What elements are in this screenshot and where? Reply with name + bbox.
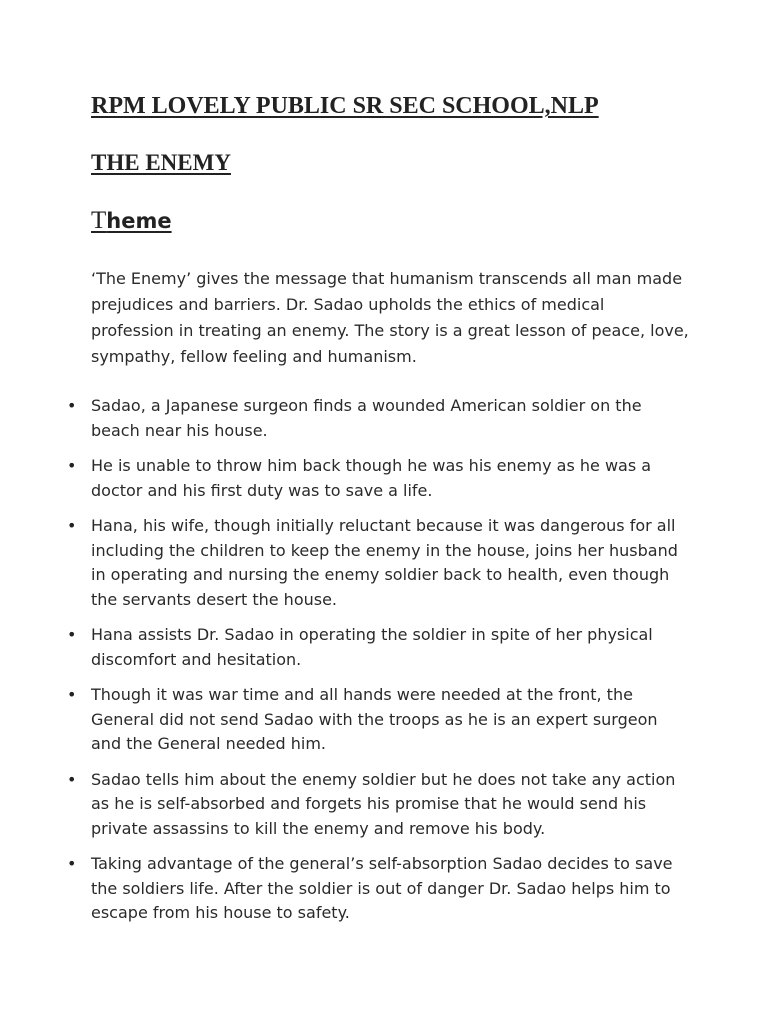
bullet-list (67, 394, 691, 937)
section-heading-rest: heme (106, 209, 172, 233)
bullet-text: Hana assists Dr. Sadao in operating the soldier in spite of her physical discomfort and hesitation. (91, 625, 653, 669)
intro-paragraph: ‘The Enemy’ gives the message that humanism transcends all man made prejudices and barriers. Dr. Sadao upholds the ethics of medical profession in treating an enemy. The story is a great lesson of peace, love, sympathy, fellow feeling and humanism. (91, 269, 689, 366)
section-heading-initial: T (91, 207, 107, 234)
bullet-item (67, 683, 691, 757)
bullet-item (67, 454, 691, 503)
bullet-item (67, 394, 691, 443)
bullet-item (67, 623, 691, 672)
bullet-icon: • (67, 854, 77, 873)
bullet-item (67, 514, 691, 612)
school-name-heading: RPM LOVELY PUBLIC SR SEC SCHOOL,NLP (91, 93, 599, 119)
bullet-text: Sadao, a Japanese surgeon finds a wounded American soldier on the beach near his house. (91, 396, 642, 440)
bullet-icon: • (67, 456, 77, 475)
bullet-text: Though it was war time and all hands were needed at the front, the General did not send Sadao with the troops as he is an expert surgeon and the General needed him. (91, 685, 658, 753)
bullet-text: Taking advantage of the general’s self-absorption Sadao decides to save the soldiers life. After the soldier is out of danger Dr. Sadao helps him to escape from his house to safety. (91, 854, 673, 922)
section-heading-theme (91, 207, 172, 235)
bullet-icon: • (67, 516, 77, 535)
bullet-icon: • (67, 769, 77, 789)
bullet-icon: • (67, 625, 77, 644)
bullet-text: He is unable to throw him back though he was his enemy as he was a doctor and his first duty was to save a life. (91, 456, 652, 500)
bullet-icon: • (67, 685, 77, 704)
bullet-text: Hana, his wife, though initially reluctant because it was dangerous for all including the children to keep the enemy in the house, joins her husband in operating and nursing the enemy soldier back to health, even though the servants desert the house. (91, 516, 678, 609)
bullet-text: Sadao tells him about the enemy soldier but he does not take any action as he is self-absorbed and forgets his promise that he would send his private assassins to kill the enemy and remove his body. (91, 769, 676, 838)
bullet-item (67, 852, 691, 926)
bullet-icon: • (67, 396, 77, 415)
chapter-title: THE ENEMY (91, 150, 231, 175)
bullet-item (67, 768, 691, 842)
